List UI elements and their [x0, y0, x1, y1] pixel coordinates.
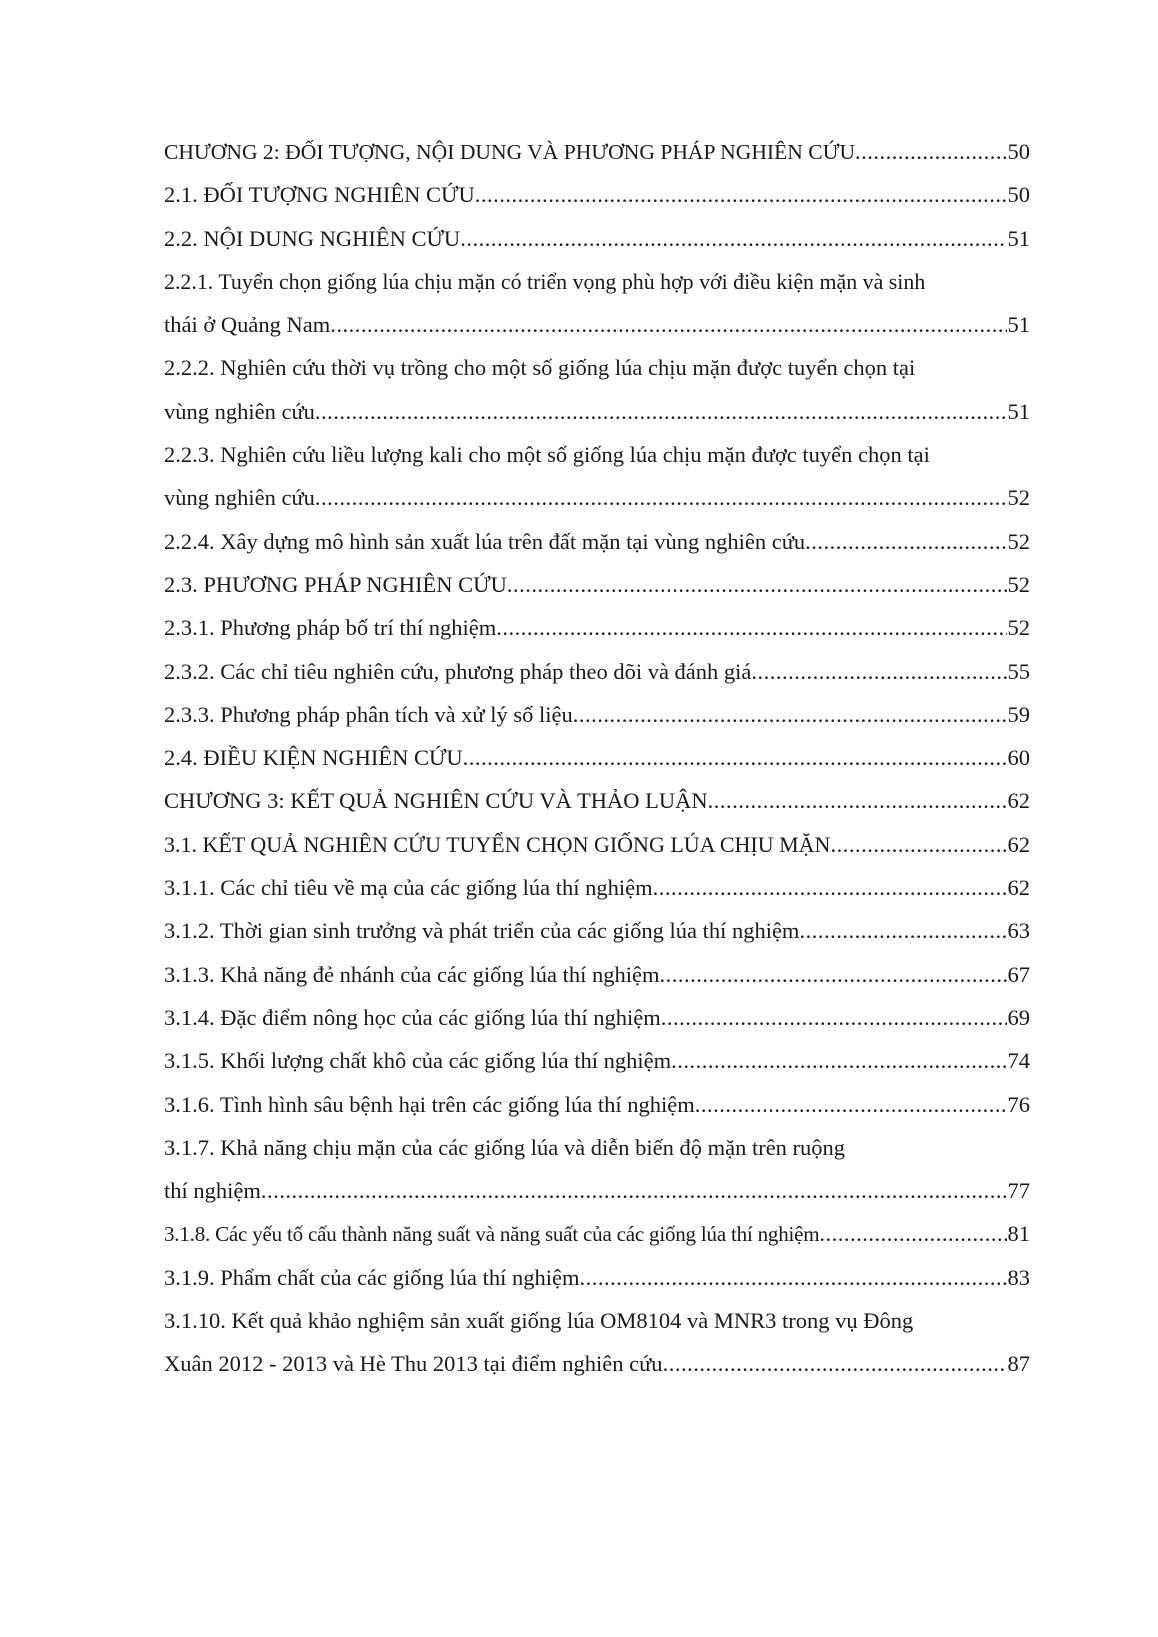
toc-entry-first-line[interactable] — [164, 1299, 1030, 1342]
toc-entry-title: 3.1.3. Khả năng đẻ nhánh của các giống lúa thí nghiệm — [164, 961, 660, 987]
toc-entry-title: 3.1.6. Tình hình sâu bệnh hại trên các giống lúa thí nghiệm — [164, 1091, 695, 1117]
toc-entry[interactable] — [164, 823, 1030, 866]
toc-entry-title: CHƯƠNG 3: KẾT QUẢ NGHIÊN CỨU VÀ THẢO LUẬN — [164, 788, 708, 814]
toc-entry[interactable] — [164, 217, 1030, 260]
toc-entry[interactable] — [164, 909, 1030, 952]
toc-entry-page: 51 — [1007, 398, 1030, 424]
toc-entry[interactable] — [164, 1342, 1030, 1385]
toc-dot-leader — [830, 823, 1006, 866]
toc-dot-leader — [695, 1083, 1007, 1126]
toc-dot-leader — [661, 996, 1007, 1039]
toc-dot-leader — [463, 736, 1007, 779]
toc-entry[interactable] — [164, 173, 1030, 216]
toc-entry-title: Xuân 2012 - 2013 và Hè Thu 2013 tại điểm nghiên cứu — [164, 1351, 663, 1377]
toc-entry[interactable] — [164, 1256, 1030, 1299]
toc-entry[interactable] — [164, 476, 1030, 519]
toc-entry-title: 3.1.9. Phẩm chất của các giống lúa thí nghiệm — [164, 1264, 580, 1290]
toc-entry-title: 2.2.4. Xây dựng mô hình sản xuất lúa trên đất mặn tại vùng nghiên cứu — [164, 528, 806, 554]
toc-dot-leader — [261, 1169, 1007, 1212]
toc-entry-page: 62 — [1007, 875, 1030, 901]
toc-entry[interactable] — [164, 693, 1030, 736]
toc-entry-page: 50 — [1007, 139, 1030, 164]
toc-entry-page: 51 — [1007, 225, 1030, 251]
toc-entry-page: 52 — [1007, 528, 1030, 554]
toc-entry-title-line1: 2.2.1. Tuyển chọn giống lúa chịu mặn có triển vọng phù hợp với điều kiện mặn và sinh — [164, 268, 926, 294]
toc-entry-title: thí nghiệm — [164, 1178, 261, 1204]
toc-entry-title: 2.4. ĐIỀU KIỆN NGHIÊN CỨU — [164, 745, 463, 771]
toc-entry-title: CHƯƠNG 2: ĐỐI TƯỢNG, NỘI DUNG VÀ PHƯƠNG PHÁP NGHIÊN CỨU — [164, 140, 856, 164]
toc-entry-title: 3.1.8. Các yếu tố cấu thành năng suất và năng suất của các giống lúa thí nghiệm — [164, 1222, 820, 1247]
toc-entry-page: 83 — [1007, 1264, 1030, 1290]
toc-entry-page: 50 — [1007, 182, 1030, 208]
toc-entry-title: vùng nghiên cứu — [164, 485, 315, 511]
toc-entry-title: 2.3.1. Phương pháp bố trí thí nghiệm — [164, 615, 497, 641]
toc-dot-leader — [708, 779, 1007, 822]
toc-dot-leader — [507, 563, 1007, 606]
toc-entry-title: thái ở Quảng Nam — [164, 312, 331, 338]
toc-dot-leader — [855, 130, 1006, 173]
toc-entry[interactable] — [164, 1083, 1030, 1126]
toc-entry-page: 67 — [1007, 961, 1030, 987]
toc-entry-title-line1: 2.2.3. Nghiên cứu liều lượng kali cho một số giống lúa chịu mặn được tuyển chọn tại — [164, 442, 930, 468]
toc-dot-leader — [475, 173, 1007, 216]
toc-entry-title-line1: 3.1.7. Khả năng chịu mặn của các giống lúa và diễn biến độ mặn trên ruộng — [164, 1134, 846, 1160]
toc-entry-page: 52 — [1007, 485, 1030, 511]
toc-entry-page: 81 — [1007, 1221, 1030, 1247]
toc-entry-page: 87 — [1007, 1351, 1030, 1377]
toc-entry-title: 3.1. KẾT QUẢ NGHIÊN CỨU TUYỂN CHỌN GIỐNG LÚA CHỊU MẶN — [164, 831, 831, 857]
toc-entry-title: 2.1. ĐỐI TƯỢNG NGHIÊN CỨU — [164, 182, 475, 208]
toc-entry[interactable] — [164, 1212, 1030, 1255]
toc-dot-leader — [315, 476, 1007, 519]
toc-dot-leader — [671, 1039, 1006, 1082]
toc-entry-title: 2.2. NỘI DUNG NGHIÊN CỨU — [164, 225, 461, 251]
toc-dot-leader — [496, 606, 1006, 649]
toc-dot-leader — [659, 953, 1006, 996]
toc-entry-page: 51 — [1007, 312, 1030, 338]
toc-entry-page: 77 — [1007, 1178, 1030, 1204]
toc-entry[interactable] — [164, 303, 1030, 346]
toc-entry[interactable] — [164, 606, 1030, 649]
toc-entry-page: 52 — [1007, 615, 1030, 641]
toc-entry-title: 3.1.4. Đặc điểm nông học của các giống lúa thí nghiệm — [164, 1004, 661, 1030]
toc-entry-page: 52 — [1007, 571, 1030, 597]
toc-dot-leader — [751, 650, 1006, 693]
toc-entry-title: 3.1.2. Thời gian sinh trưởng và phát triển của các giống lúa thí nghiệm — [164, 918, 800, 944]
toc-dot-leader — [805, 520, 1006, 563]
toc-dot-leader — [330, 303, 1006, 346]
toc-entry[interactable] — [164, 953, 1030, 996]
toc-entry-first-line[interactable] — [164, 433, 1030, 476]
toc-dot-leader — [573, 693, 1007, 736]
toc-entry[interactable] — [164, 1169, 1030, 1212]
toc-entry-title: 3.1.5. Khối lượng chất khô của các giống lúa thí nghiệm — [164, 1048, 672, 1074]
toc-entry-title: 2.3.2. Các chỉ tiêu nghiên cứu, phương pháp theo dõi và đánh giá — [164, 658, 752, 684]
toc-dot-leader — [315, 390, 1007, 433]
toc-entry-page: 63 — [1007, 918, 1030, 944]
toc-entry[interactable] — [164, 130, 1030, 173]
toc-entry-title: 2.3. PHƯƠNG PHÁP NGHIÊN CỨU — [164, 571, 507, 597]
toc-entry-title: 3.1.1. Các chỉ tiêu về mạ của các giống lúa thí nghiệm — [164, 875, 653, 901]
toc-entry-page: 74 — [1007, 1048, 1030, 1074]
toc-entry-title-line1: 3.1.10. Kết quả khảo nghiệm sản xuất giống lúa OM8104 và MNR3 trong vụ Đông — [164, 1308, 914, 1334]
toc-dot-leader — [580, 1256, 1007, 1299]
toc-entry-title: 2.3.3. Phương pháp phân tích và xử lý số liệu — [164, 701, 573, 727]
toc-entry[interactable] — [164, 390, 1030, 433]
toc-entry-page: 60 — [1007, 745, 1030, 771]
toc-entry-page: 59 — [1007, 701, 1030, 727]
toc-entry[interactable] — [164, 1039, 1030, 1082]
toc-entry[interactable] — [164, 563, 1030, 606]
toc-entry-title-line1: 2.2.2. Nghiên cứu thời vụ trồng cho một số giống lúa chịu mặn được tuyển chọn tại — [164, 355, 916, 381]
table-of-contents — [164, 130, 1030, 1386]
toc-dot-leader — [799, 909, 1006, 952]
toc-entry[interactable] — [164, 736, 1030, 779]
toc-entry-first-line[interactable] — [164, 346, 1030, 389]
toc-entry-page: 76 — [1007, 1091, 1030, 1117]
toc-dot-leader — [663, 1342, 1007, 1385]
toc-entry-page: 69 — [1007, 1004, 1030, 1030]
toc-entry-first-line[interactable] — [164, 260, 1030, 303]
toc-entry[interactable] — [164, 650, 1030, 693]
toc-entry[interactable] — [164, 996, 1030, 1039]
toc-entry[interactable] — [164, 866, 1030, 909]
toc-entry-first-line[interactable] — [164, 1126, 1030, 1169]
toc-entry[interactable] — [164, 520, 1030, 563]
toc-entry-title: vùng nghiên cứu — [164, 398, 315, 424]
toc-entry[interactable] — [164, 779, 1030, 822]
toc-entry-page: 55 — [1007, 658, 1030, 684]
toc-entry-page: 62 — [1007, 831, 1030, 857]
toc-dot-leader — [460, 217, 1006, 260]
toc-dot-leader — [653, 866, 1007, 909]
toc-entry-page: 62 — [1007, 788, 1030, 814]
toc-dot-leader — [819, 1212, 1006, 1255]
